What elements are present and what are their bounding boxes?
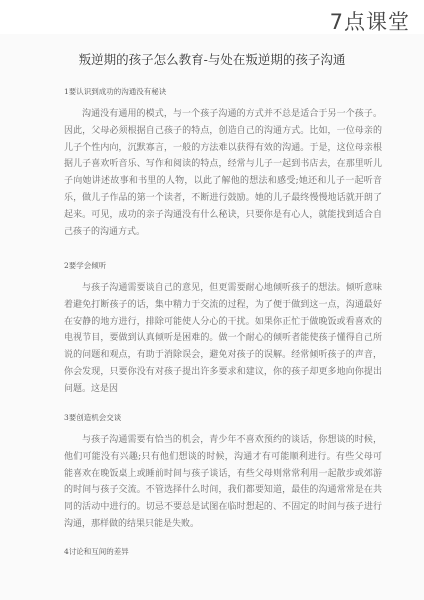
document-title: 叛逆期的孩子怎么教育-与处在叛逆期的孩子沟通 bbox=[78, 52, 346, 67]
watermark-logo: 7点课堂 bbox=[329, 10, 410, 34]
section-heading-4: 4讨论和互间的差异 bbox=[64, 547, 129, 556]
section-heading-2: 2要学会倾听 bbox=[64, 261, 107, 270]
section-body-2: 与孩子沟通需要谈自己的意见，但更需要耐心地倾听孩子的想法。倾听意味着避免打断孩子的话，集中精力于交流的过程，为了便于做到这一点，沟通最好在安静的地方进行，排除可能使人分心的干扰。如果你正忙于做晚饭或看喜欢的电视节目，要做到认真倾听是困难的。做一个耐心的倾听者能使孩子懂得自己所说的问题和观点，有助于消除误会，避免对孩子的误解。经常倾听孩子的声音，你会发现，只要你没有对孩子提出许多要求和建议，你的孩子却更多地向你提出问题。这是因 bbox=[64, 283, 382, 394]
section-heading-1: 1要认识到成功的沟通没有秘诀 bbox=[64, 87, 167, 96]
section-heading-3: 3要创造机会交谈 bbox=[64, 413, 122, 422]
section-body-1: 沟通没有通用的模式，与一个孩子沟通的方式并不总是适合于另一个孩子。因此，父母必须根据自己孩子的特点，创造自己的沟通方式。比如，一位母亲的儿子个性内向，沉默寡言，一般的方法难以获得有效的沟通。于是，这位母亲根据儿子喜欢听音乐、写作和阅读的特点，经常与儿子一起到书店去，在那里听儿子向她讲述故事和书里的人物，以此了解他的想法和感受;她还和儿子一起听音乐，做儿子作品的第一个读者，不断进行鼓励。她的儿子最终慢慢地话就开朗了起来。可见，成功的亲子沟通没有什么秘诀，只要你是有心人，就能找到适合自己孩子的沟通方式。 bbox=[64, 109, 382, 237]
document-page bbox=[0, 34, 424, 600]
section-body-3: 与孩子沟通需要有恰当的机会，青少年不喜欢预约的谈话，你想谈的时候，他们可能没有兴趣;只有他们想谈的时候，沟通才有可能顺利进行。有些父母可能喜欢在晚饭桌上或睡前时间与孩子谈话，有些父母则常常利用一起散步或郊游的时间与孩子交流。不管选择什么时间，我们都要知道，最佳的沟通常常是在共同的活动中进行的。切忌不要总是试图在临时想起的、不固定的时间与孩子进行沟通，那样做的结果只能是失败。 bbox=[64, 435, 382, 529]
